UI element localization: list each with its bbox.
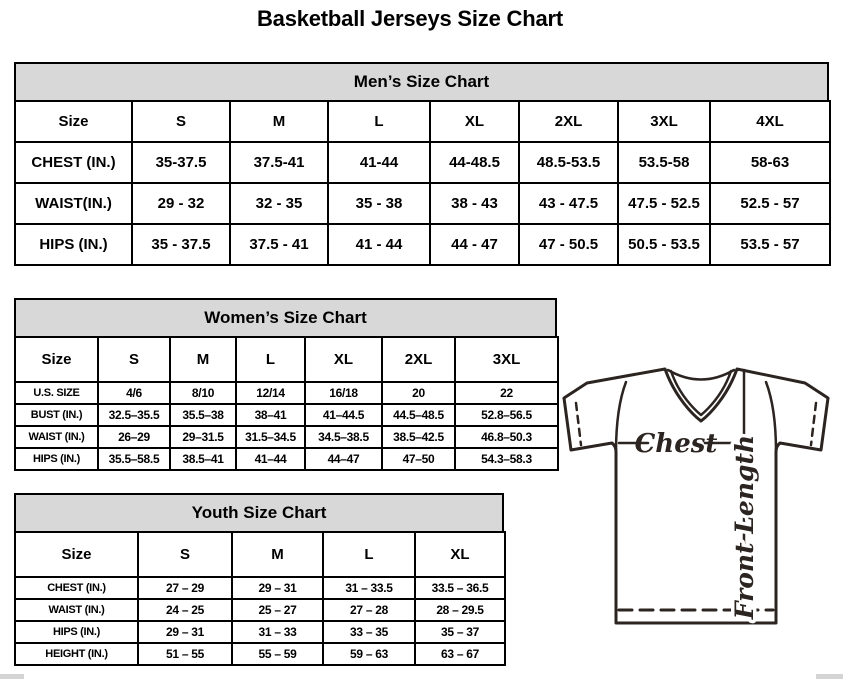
size-value-cell: 32.5–35.5 [98, 404, 170, 426]
column-header-row [15, 101, 830, 142]
size-value-cell: 31 – 33.5 [323, 577, 415, 599]
size-value-cell: 31 – 33 [232, 621, 323, 643]
size-value-cell: 35-37.5 [132, 142, 230, 183]
scrollbar-fragment-right [816, 674, 843, 679]
size-value-cell: 26–29 [98, 426, 170, 448]
size-value-cell: 44–47 [305, 448, 382, 470]
size-value-cell: 53.5 - 57 [710, 224, 830, 265]
mens-size-chart [14, 62, 829, 266]
row-label: U.S. SIZE [15, 382, 98, 404]
scrollbar-fragment-left [0, 674, 24, 679]
column-header: M [232, 532, 323, 577]
size-value-cell: 29 - 32 [132, 183, 230, 224]
table-row [15, 224, 830, 265]
table-row [15, 621, 505, 643]
table-row [15, 142, 830, 183]
chest-label: Chest [634, 429, 718, 459]
size-value-cell: 41-44 [328, 142, 430, 183]
table-row [15, 382, 558, 404]
row-label: WAIST (IN.) [15, 426, 98, 448]
size-value-cell: 47–50 [382, 448, 455, 470]
size-value-cell: 35.5–38 [170, 404, 236, 426]
size-value-cell: 25 – 27 [232, 599, 323, 621]
size-value-cell: 38.5–41 [170, 448, 236, 470]
column-header: 3XL [455, 337, 558, 382]
size-value-cell: 16/18 [305, 382, 382, 404]
size-value-cell: 43 - 47.5 [519, 183, 618, 224]
column-header: Size [15, 532, 138, 577]
table-row [15, 599, 505, 621]
page-title: Basketball Jerseys Size Chart [256, 6, 564, 31]
size-value-cell: 63 – 67 [415, 643, 505, 665]
row-label: HEIGHT (IN.) [15, 643, 138, 665]
size-value-cell: 46.8–50.3 [455, 426, 558, 448]
size-value-cell: 29–31.5 [170, 426, 236, 448]
size-value-cell: 4/6 [98, 382, 170, 404]
size-value-cell: 35 – 37 [415, 621, 505, 643]
size-value-cell: 41–44.5 [305, 404, 382, 426]
womens-size-chart [14, 298, 557, 471]
row-label: CHEST (IN.) [15, 577, 138, 599]
size-value-cell: 48.5-53.5 [519, 142, 618, 183]
sleeve-stitch-right-dashed [811, 403, 816, 445]
armhole-seam-right [766, 382, 776, 452]
size-value-cell: 32 - 35 [230, 183, 328, 224]
row-label: BUST (IN.) [15, 404, 98, 426]
size-table [14, 531, 506, 666]
column-header: S [132, 101, 230, 142]
column-header: M [230, 101, 328, 142]
size-value-cell: 35 - 37.5 [132, 224, 230, 265]
row-label: HIPS (IN.) [15, 621, 138, 643]
size-value-cell: 50.5 - 53.5 [618, 224, 710, 265]
size-value-cell: 38–41 [236, 404, 305, 426]
womens-size-chart-title: Women’s Size Chart [14, 298, 557, 338]
size-value-cell: 27 – 28 [323, 599, 415, 621]
size-value-cell: 54.3–58.3 [455, 448, 558, 470]
column-header-row [15, 532, 505, 577]
size-value-cell: 37.5-41 [230, 142, 328, 183]
size-table [14, 336, 559, 471]
table-row [15, 643, 505, 665]
youth-size-chart-title: Youth Size Chart [14, 493, 504, 533]
youth-size-chart [14, 493, 504, 666]
armhole-seam-left [616, 382, 626, 452]
size-value-cell: 37.5 - 41 [230, 224, 328, 265]
column-header: Size [15, 101, 132, 142]
size-value-cell: 38.5–42.5 [382, 426, 455, 448]
size-value-cell: 12/14 [236, 382, 305, 404]
column-header: 2XL [519, 101, 618, 142]
size-value-cell: 35 - 38 [328, 183, 430, 224]
column-header: 4XL [710, 101, 830, 142]
size-value-cell: 24 – 25 [138, 599, 232, 621]
column-header: L [236, 337, 305, 382]
size-value-cell: 41 - 44 [328, 224, 430, 265]
size-value-cell: 22 [455, 382, 558, 404]
column-header: XL [430, 101, 519, 142]
row-label: WAIST(IN.) [15, 183, 132, 224]
column-header: 3XL [618, 101, 710, 142]
size-value-cell: 29 – 31 [232, 577, 323, 599]
row-label: CHEST (IN.) [15, 142, 132, 183]
size-value-cell: 41–44 [236, 448, 305, 470]
size-value-cell: 31.5–34.5 [236, 426, 305, 448]
size-value-cell: 44 - 47 [430, 224, 519, 265]
size-value-cell: 27 – 29 [138, 577, 232, 599]
column-header-row [15, 337, 558, 382]
collar-back-neck-curve [668, 370, 734, 380]
table-row [15, 426, 558, 448]
jersey-measurement-diagram [553, 353, 843, 645]
column-header: XL [305, 337, 382, 382]
column-header: S [98, 337, 170, 382]
sleeve-stitch-left-dashed [576, 403, 581, 445]
size-value-cell: 8/10 [170, 382, 236, 404]
size-value-cell: 44.5–48.5 [382, 404, 455, 426]
table-row [15, 577, 505, 599]
size-table [14, 100, 831, 266]
column-header: 2XL [382, 337, 455, 382]
size-value-cell: 52.5 - 57 [710, 183, 830, 224]
size-value-cell: 47.5 - 52.5 [618, 183, 710, 224]
size-value-cell: 35.5–58.5 [98, 448, 170, 470]
jersey-diagram-svg [553, 353, 843, 645]
column-header: L [328, 101, 430, 142]
column-header: S [138, 532, 232, 577]
size-value-cell: 33.5 – 36.5 [415, 577, 505, 599]
size-value-cell: 55 – 59 [232, 643, 323, 665]
size-value-cell: 44-48.5 [430, 142, 519, 183]
row-label: WAIST (IN.) [15, 599, 138, 621]
column-header: L [323, 532, 415, 577]
mens-size-chart-title: Men’s Size Chart [14, 62, 829, 102]
column-header: M [170, 337, 236, 382]
size-value-cell: 29 – 31 [138, 621, 232, 643]
row-label: HIPS (IN.) [15, 224, 132, 265]
table-row [15, 404, 558, 426]
size-value-cell: 59 – 63 [323, 643, 415, 665]
front-length-label: Front Length [730, 434, 759, 620]
table-row [15, 183, 830, 224]
collar-inner-curve [671, 371, 731, 415]
row-label: HIPS (IN.) [15, 448, 98, 470]
size-value-cell: 47 - 50.5 [519, 224, 618, 265]
column-header: Size [15, 337, 98, 382]
size-value-cell: 53.5-58 [618, 142, 710, 183]
size-value-cell: 52.8–56.5 [455, 404, 558, 426]
table-row [15, 448, 558, 470]
size-value-cell: 28 – 29.5 [415, 599, 505, 621]
size-value-cell: 20 [382, 382, 455, 404]
size-value-cell: 38 - 43 [430, 183, 519, 224]
column-header: XL [415, 532, 505, 577]
size-value-cell: 58-63 [710, 142, 830, 183]
size-value-cell: 34.5–38.5 [305, 426, 382, 448]
size-value-cell: 33 – 35 [323, 621, 415, 643]
size-value-cell: 51 – 55 [138, 643, 232, 665]
jersey-outline [564, 369, 828, 623]
